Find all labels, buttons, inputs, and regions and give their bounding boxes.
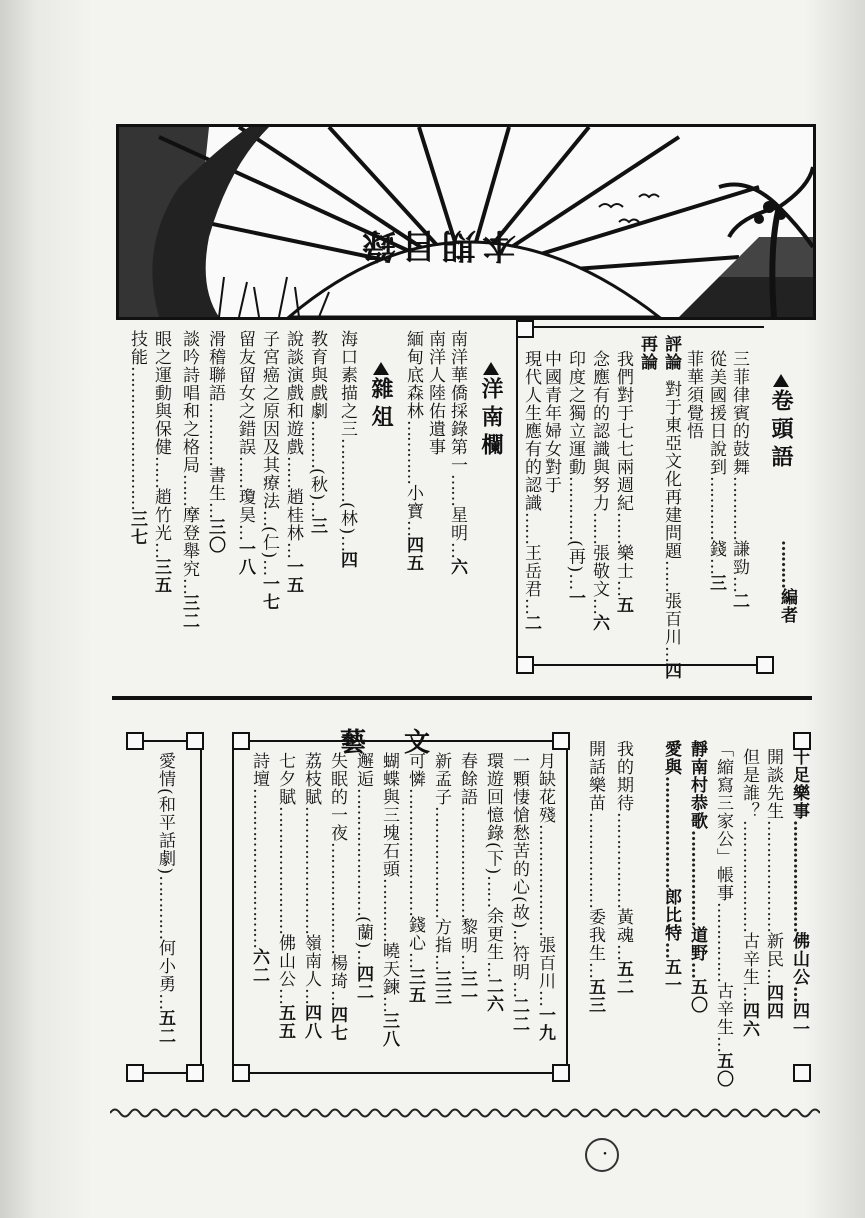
toc-subheading: 評論: [661, 335, 681, 371]
toc-entry[interactable]: 海口素描之三…………(林)…四: [337, 330, 357, 570]
frame-rule: [140, 740, 192, 742]
toc-entry[interactable]: 印度之獨立運動…………(再)…一: [565, 350, 585, 608]
toc-entry[interactable]: 滑稽聯語…………書生…三〇: [205, 330, 225, 554]
frame-rule: [240, 1072, 560, 1074]
corner-box: [232, 1064, 250, 1082]
page-number-circle: [585, 1138, 619, 1172]
toc-entry[interactable]: 對于東亞文化再建問題……張百川…四: [661, 380, 681, 680]
frame-rule: [232, 740, 234, 1074]
toc-entry[interactable]: 我們對于七七兩週紀……樂士…五: [613, 350, 633, 614]
toc-entry[interactable]: 菲華須覺悟: [683, 350, 703, 440]
toc-entry[interactable]: 一顆悽愴愁苦的心(故)…符明…二二: [509, 752, 529, 1034]
corner-box: [126, 1064, 144, 1082]
corner-box: [552, 1064, 570, 1082]
section-heading-nanyang: 洋南欄: [476, 360, 507, 461]
section-heading-misc: 雜俎: [366, 360, 397, 433]
rule-top-editorial: [524, 326, 764, 328]
toc-entry[interactable]: 詩壇…………………………六二: [249, 752, 269, 984]
toc-entry[interactable]: 留友留女之錯誤……瓊昊…一八: [235, 330, 255, 576]
corner-box: [756, 656, 774, 674]
toc-entry[interactable]: 三菲律賓的鼓舞…………謙勁…二: [729, 350, 749, 610]
toc-entry[interactable]: 子宮癌之原因及其療法…(仁)…一七: [259, 330, 279, 612]
toc-entry[interactable]: 失眠的一夜…………………楊琦…四七: [327, 752, 347, 1042]
corner-box: [552, 732, 570, 750]
toc-entry[interactable]: 說談演戲和遊戲……趙桂林…一五: [283, 330, 303, 594]
toc-entry[interactable]: 但是誰？…………………古辛生…四六: [739, 748, 759, 1038]
triangle-icon: [373, 362, 389, 375]
decorative-wave-border: [110, 1106, 820, 1120]
toc-entry[interactable]: 十足樂事…………………佛山公…四一: [789, 748, 809, 1038]
corner-box: [516, 656, 534, 674]
toc-entry[interactable]: 念應有的認識與努力……張敬文…六: [589, 350, 609, 632]
toc-entry[interactable]: 春餘語…………………黎明…三一: [457, 752, 477, 1006]
frame-rule: [200, 740, 202, 1074]
toc-subheading: 再論: [637, 335, 657, 371]
toc-entry[interactable]: 談吟詩唱和之格局……摩登舉究…三二: [179, 330, 199, 630]
toc-entry[interactable]: 七夕賦……………………佛山公…五五: [275, 752, 295, 1040]
toc-entry[interactable]: 開話樂苗………………委我生…五三: [585, 740, 605, 1014]
corner-box: [232, 732, 250, 750]
toc-entry[interactable]: 月缺花殘…………………張百川…一九: [535, 752, 555, 1042]
toc-entry[interactable]: 眼之運動與保健……趙竹光…三五: [151, 330, 171, 594]
toc-entry[interactable]: 環遊回憶錄(下)……余更生…二六: [483, 752, 503, 1014]
toc-entry[interactable]: 靜南村恭歌………………道野…五〇: [687, 740, 707, 1014]
section-heading-editorial: 卷頭語: [766, 372, 797, 473]
toc-entry[interactable]: 可憐……………………錢心…三五: [405, 752, 425, 1004]
toc-entry[interactable]: 「縮寫三家公」帳事……………古辛生…五〇: [713, 740, 733, 1088]
toc-entry[interactable]: 新孟子…………………方指…三三: [431, 752, 451, 1006]
toc-entry[interactable]: 從美國援日說到…………錢…三: [706, 350, 726, 592]
rule-bottom-editorial: [524, 664, 764, 666]
toc-entry[interactable]: 荔枝賦……………………嶺南人…四八: [301, 752, 321, 1040]
corner-box: [186, 732, 204, 750]
toc-entry[interactable]: 開談先生…………………新民…四四: [763, 748, 783, 1020]
corner-box: [126, 732, 144, 750]
toc-entry[interactable]: 愛與…………………郎比特…五一: [661, 740, 681, 994]
toc-entry[interactable]: 教育與戲劇………(秋)…三: [307, 330, 327, 536]
corner-box: [516, 320, 534, 338]
banner-title: 本期目錄: [356, 225, 516, 265]
corner-box: [186, 1064, 204, 1082]
page-marker: ・: [598, 1147, 612, 1163]
toc-entry[interactable]: 邂逅……………………(蘭)…四二: [353, 752, 373, 1002]
corner-box: [793, 1064, 811, 1082]
toc-entry[interactable]: 南洋人陸佑遺事: [425, 330, 445, 456]
frame-rule: [140, 1072, 192, 1074]
editor-credit: ………編者: [777, 540, 797, 624]
frame-rule: [566, 740, 568, 1074]
toc-entry[interactable]: 蝴蝶與三塊石頭…………曉天鍊…三八: [379, 752, 399, 1048]
divider-top-middle: [516, 330, 518, 670]
toc-entry[interactable]: 我的期待………………黃魂…五二: [613, 740, 633, 996]
sunrise-illustration: [119, 127, 813, 317]
divider-mid: [112, 696, 812, 700]
toc-entry[interactable]: 現代人生應有的認識……王岳君…二: [521, 350, 541, 632]
section-heading-art: 藝文: [340, 728, 469, 758]
toc-entry[interactable]: 緬甸底森林…………小寶…四五: [403, 330, 423, 572]
toc-entry[interactable]: 南洋華僑採錄第一……星明…六: [447, 330, 467, 576]
banner-illustration: [116, 124, 816, 320]
scan-left-edge: [0, 0, 92, 1218]
toc-entry[interactable]: 技能………………………三七: [127, 330, 147, 546]
toc-entry[interactable]: 愛情(和平話劇)…………何小勇…五二: [155, 752, 175, 1046]
triangle-icon: [483, 362, 499, 375]
toc-entry[interactable]: 中國青年婦女對于: [541, 350, 561, 494]
triangle-icon: [773, 374, 789, 387]
